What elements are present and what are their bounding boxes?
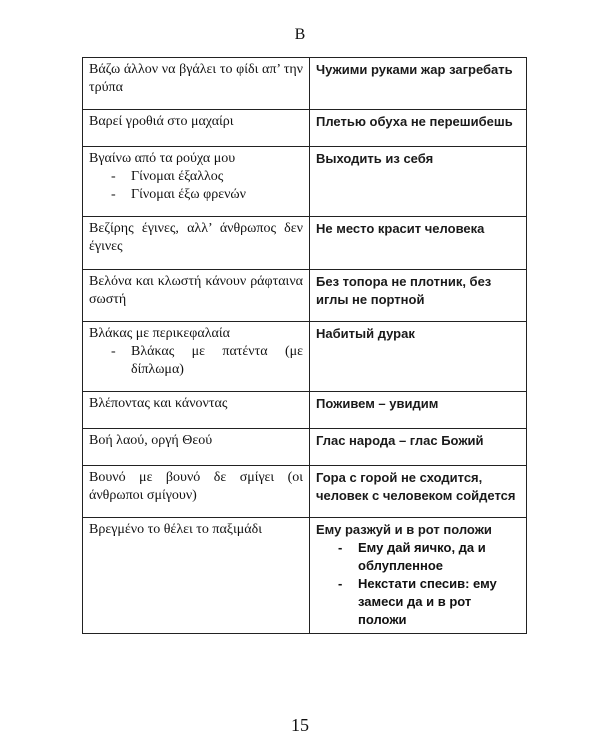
table-row (83, 392, 527, 429)
greek-proverb: Βελόνα και κλωστή κάνουν ράφταινα σωστή (89, 274, 303, 307)
greek-proverb-cell (83, 392, 310, 429)
greek-variant: - Γίνομαι έξω φρενών (111, 187, 246, 202)
russian-equivalent: Гора с горой не сходится, человек с человеком сойдется (316, 470, 516, 503)
page-number: 15 (291, 715, 309, 735)
table-row (83, 147, 527, 217)
greek-proverb-cell (83, 518, 310, 634)
table-row (83, 466, 527, 518)
greek-proverb-cell (83, 110, 310, 147)
russian-variant: - Ему дай яичко, да и облупленное (338, 540, 486, 573)
greek-proverb: Βεζίρης έγινες, αλλ’ άνθρωπος δεν έγινες (89, 221, 303, 254)
russian-equivalent-cell (310, 429, 527, 466)
russian-equivalent: Глас народа – глас Божий (316, 433, 484, 448)
section-letter: B (294, 26, 306, 43)
russian-equivalent-cell (310, 466, 527, 518)
greek-proverb-cell (83, 270, 310, 322)
greek-proverb: Βλέποντας και κάνοντας (89, 396, 228, 411)
table-row (83, 322, 527, 392)
greek-proverb: Βλάκας με περικεφαλαία (89, 326, 230, 341)
greek-proverb: Βαρεί γροθιά στο μαχαίρι (89, 114, 234, 129)
greek-variant: - Γίνομαι έξαλλος (111, 169, 224, 184)
russian-equivalent: Плетью обуха не перешибешь (316, 114, 513, 129)
greek-proverb: Βγαίνω από τα ρούχα μου (89, 151, 236, 166)
russian-equivalent: Без топора не плотник, без иглы не портной (316, 274, 492, 307)
russian-equivalent: Не место красит человека (316, 221, 485, 236)
russian-equivalent: Поживем – увидим (316, 396, 439, 411)
greek-proverb-cell (83, 466, 310, 518)
russian-equivalent-cell (310, 518, 527, 634)
greek-proverb-cell (83, 58, 310, 110)
greek-proverb: Βοή λαού, οργή Θεού (89, 433, 213, 448)
greek-variant: - Βλάκας με πατέντα (με δίπλωμα) (111, 344, 303, 377)
table-row (83, 518, 527, 634)
russian-equivalent: Выходить из себя (316, 151, 434, 166)
russian-equivalent-cell (310, 147, 527, 217)
russian-equivalent: Чужими руками жар загребать (316, 62, 513, 77)
table-row (83, 270, 527, 322)
russian-variant: - Некстати спесив: ему замеси да и в рот положи (338, 576, 497, 627)
greek-proverb-cell (83, 322, 310, 392)
greek-proverb: Βουνό με βουνό δε σμίγει (οι άνθρωποι σμίγουν) (89, 470, 303, 503)
russian-equivalent-cell (310, 392, 527, 429)
greek-proverb-cell (83, 217, 310, 270)
russian-equivalent-cell (310, 217, 527, 270)
greek-proverb: Βρεγμένο το θέλει το παξιμάδι (89, 522, 262, 537)
table-row (83, 217, 527, 270)
greek-proverb: Βάζω άλλον να βγάλει το φίδι απ’ την τρύπα (89, 62, 303, 95)
russian-equivalent: Набитый дурак (316, 326, 415, 341)
russian-equivalent-cell (310, 322, 527, 392)
greek-proverb-cell (83, 147, 310, 217)
greek-proverb-cell (83, 429, 310, 466)
russian-equivalent-cell (310, 58, 527, 110)
proverbs-table-body (83, 58, 527, 634)
russian-equivalent-cell (310, 270, 527, 322)
table-row (83, 110, 527, 147)
table-row (83, 429, 527, 466)
proverbs-table (82, 57, 527, 634)
russian-equivalent-cell (310, 110, 527, 147)
table-row (83, 58, 527, 110)
russian-equivalent: Ему разжуй и в рот положи (316, 522, 492, 537)
